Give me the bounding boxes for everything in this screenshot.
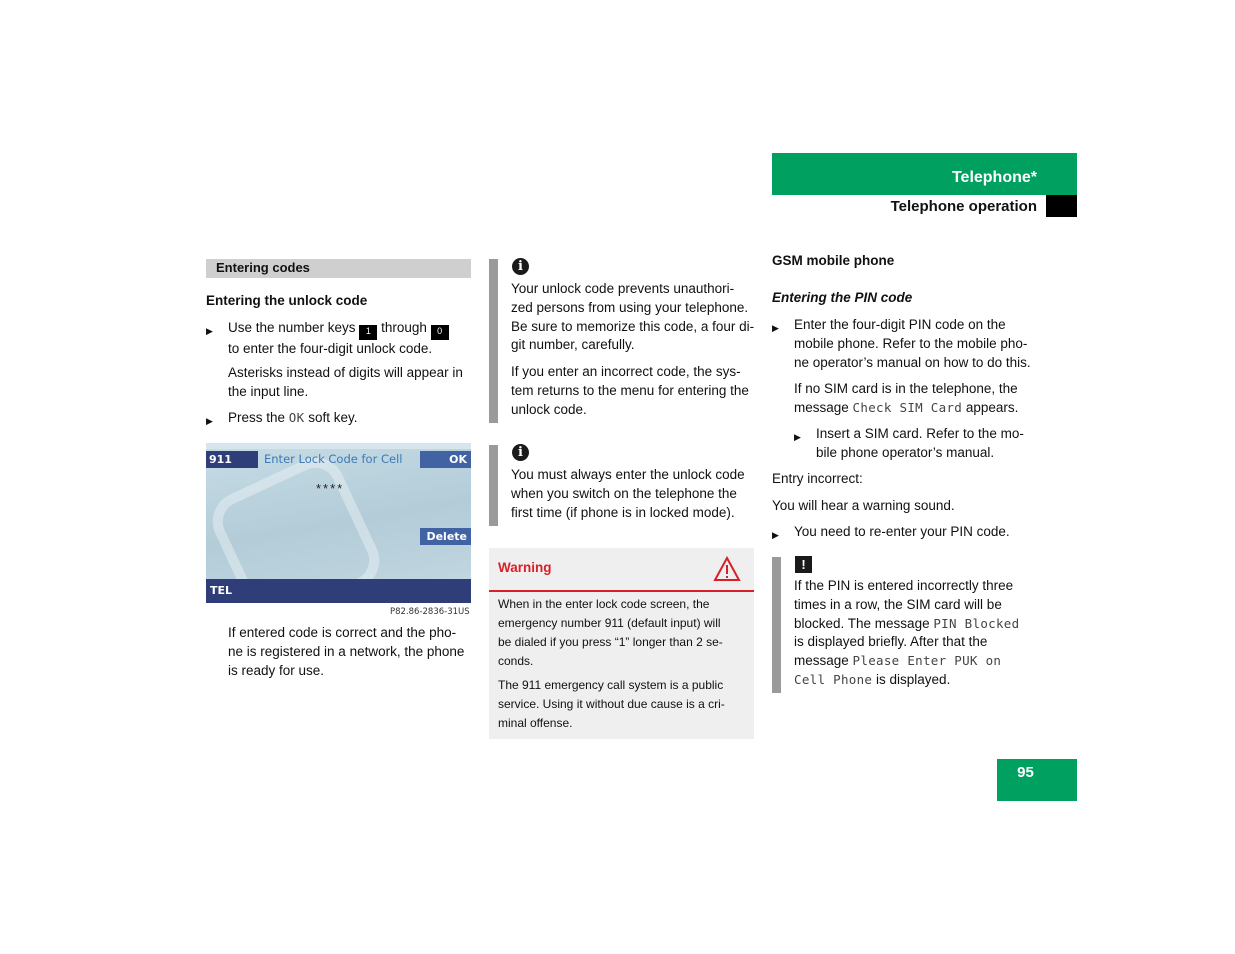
info-note-bar: [489, 445, 498, 526]
warning-title: Warning: [498, 560, 552, 575]
screen-message: Enter Lock Code for Cell: [264, 452, 403, 466]
ok-softkey[interactable]: OK: [420, 451, 471, 468]
code-asterisks: ****: [316, 481, 345, 496]
warning-paragraph-public: The 911 emergency call system is a public service. Using it without due cause is a cri- minal offense.: [498, 678, 725, 730]
info-icon: i: [512, 444, 529, 461]
step-number-keys: ▶ Use the number keys 1 through 0 to enter the four-digit unlock code.: [228, 319, 478, 359]
substep-insert-sim: ▶ Insert a SIM card. Refer to the mo- bile phone operator’s manual.: [816, 425, 1046, 463]
key-0-icon: 0: [431, 325, 449, 340]
notice-pin-blocked: If the PIN is entered incorrectly three times in a row, the SIM card will be blocked. The message PIN Blocked is displayed briefly. After that the message Please Enter PUK on Cell Phone is displayed.: [794, 578, 1020, 687]
info-note-unlock-code: Your unlock code prevents unauthori- zed persons from using your telephone. Be sure to memorize this code, a four di- git number, carefully.: [511, 281, 755, 353]
note-no-sim: If no SIM card is in the telephone, the message Check SIM Card appears.: [794, 381, 1019, 415]
screen-number-field: 911: [206, 451, 258, 468]
step-enter-pin: ▶ Enter the four-digit PIN code on the mobile phone. Refer to the mobile pho- ne operator’s manual on how to do this.: [794, 316, 1049, 372]
warning-sound-text: You will hear a warning sound.: [772, 498, 955, 513]
info-note-bar: [489, 259, 498, 423]
exclamation-icon: !: [795, 556, 812, 573]
subheading-unlock-code: Entering the unlock code: [206, 293, 368, 308]
page-number: 95: [1017, 764, 1034, 781]
section-label: Entering codes: [216, 260, 310, 275]
heading-gsm: GSM mobile phone: [772, 253, 895, 268]
note-asterisks: Asterisks instead of digits will appear in the input line.: [228, 365, 463, 399]
display-screen: [206, 443, 471, 603]
step-reenter-pin: ▶ You need to re-enter your PIN code.: [794, 523, 1049, 542]
info-note-first-time: You must always enter the unlock code when you switch on the telephone the first time (if phone is in locked mode).: [511, 467, 745, 520]
paragraph-code-correct: If entered code is correct and the pho- ne is registered in a network, the phone is ready for use.: [228, 625, 465, 678]
key-1-icon: 1: [359, 325, 377, 340]
figure-caption: P82.86-2836-31US: [390, 607, 470, 617]
chapter-title: Telephone*: [951, 169, 1037, 186]
header-marker: [1046, 195, 1077, 217]
notice-bar: [772, 557, 781, 693]
info-icon: i: [512, 258, 529, 275]
section-title: Telephone operation: [890, 198, 1037, 215]
warning-triangle-icon: [713, 556, 741, 582]
delete-softkey[interactable]: Delete: [420, 528, 471, 545]
warning-paragraph-911: When in the enter lock code screen, the emergency number 911 (default input) will be dialed if you press “1” longer than 2 se- conds.: [498, 597, 723, 668]
info-note-incorrect-code: If you enter an incorrect code, the sys- tem returns to the menu for entering the unlock code.: [511, 364, 749, 417]
subheading-pin: Entering the PIN code: [772, 290, 913, 305]
entry-incorrect-label: Entry incorrect:: [772, 471, 863, 486]
step-press-ok: ▶ Press the OK soft key.: [228, 409, 478, 428]
screen-status-bar: TEL: [206, 579, 471, 603]
